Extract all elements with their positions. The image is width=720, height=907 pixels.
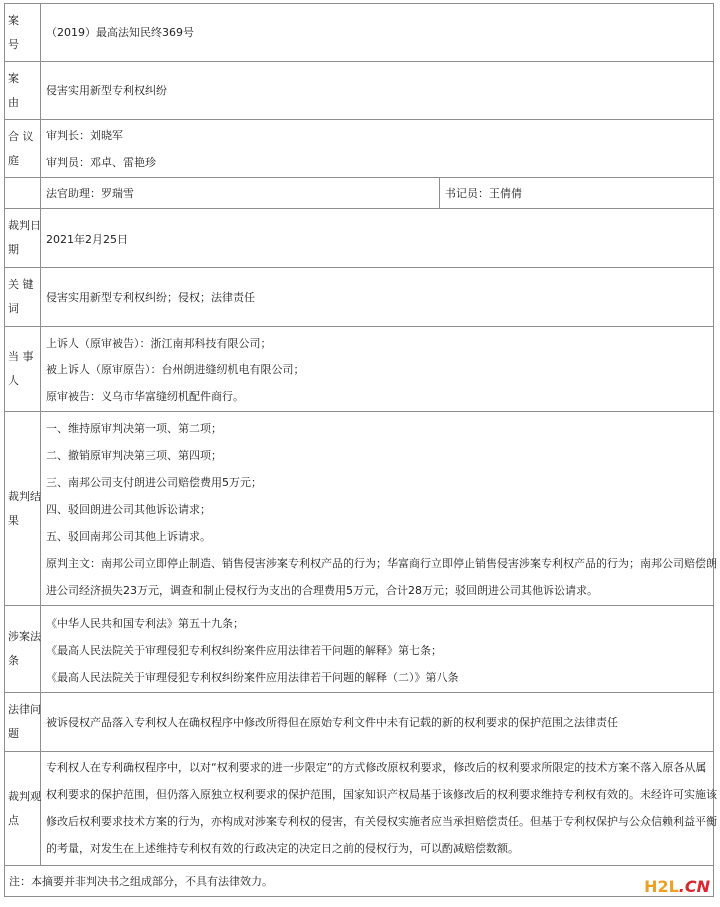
parties-row: [4, 326, 714, 412]
result-label: 裁判结 果: [8, 489, 41, 527]
result-item-5: 五、驳回南邦公司其他上诉请求。: [46, 530, 211, 543]
laws-label: 涉案法 条: [8, 630, 41, 667]
issue-label: 法律问 题: [8, 703, 41, 740]
panel-chief-judge: 审判长：刘晓军: [46, 129, 123, 142]
judge-assistant: 法官助理：罗瑞雪: [46, 187, 134, 200]
opinion-line-2: 权利要求的保护范围，但仍落入原独立权利要求的保护范围，国家知识产权局基于该修改后的权利要求维持专利权有效的。未经许可实施该: [46, 788, 717, 801]
cause-value: 侵害实用新型专利权纠纷: [46, 84, 167, 97]
disclaimer-note: 注：本摘要并非判决书之组成部分，不具有法律效力。: [9, 875, 273, 888]
watermark-part-h2l: H2L: [644, 877, 679, 896]
party-appellant: 上诉人（原审被告）：浙江南邦科技有限公司；: [46, 337, 272, 350]
original-judgment-summary-line-2: 进公司经济损失23万元，调查和制止侵权行为支出的合理费用5万元，合计28万元；驳回朗进公司其他诉讼请求。: [46, 584, 598, 597]
result-item-4: 四、驳回朗进公司其他诉讼请求；: [46, 503, 211, 516]
party-original-defendant: 原审被告：义乌市华富缝纫机配件商行。: [46, 390, 244, 403]
original-judgment-summary-line-1: 原判主文：南邦公司立即停止制造、销售侵害涉案专利权产品的行为；华富商行立即停止销售侵害涉案专利权产品的行为；南邦公司赔偿朗: [46, 557, 717, 570]
column-divider: [439, 178, 440, 208]
result-item-1: 一、维持原审判决第一项、第二项；: [46, 422, 222, 435]
cause-label: 案 由: [8, 71, 19, 109]
date-row: [4, 208, 714, 268]
panel-row: [4, 119, 714, 178]
laws-row: [4, 605, 714, 693]
opinion-label: 裁判观 点: [8, 789, 41, 827]
keywords-label: 关 键 词: [8, 278, 34, 315]
cause-row: [4, 61, 714, 120]
opinion-line-1: 专利权人在专利确权程序中，以对“权利要求的进一步限定”的方式修改原权利要求，修改后的权利要求所限定的技术方案不落入原各从属: [46, 761, 707, 774]
case-number-label: 案 号: [8, 13, 19, 51]
law-1: 《中华人民共和国专利法》第五十九条；: [46, 617, 244, 630]
opinion-line-4: 的考量，对发生在上述维持专利权有效的行政决定的决定日之前的侵权行为，可以酌减赔偿数额。: [46, 842, 519, 855]
parties-label: 当 事 人: [8, 350, 34, 387]
result-item-3: 三、南邦公司支付朗进公司赔偿费用5万元；: [46, 476, 262, 489]
result-row: [4, 411, 717, 606]
case-number-row: [4, 3, 714, 62]
date-value: 2021年2月25日: [46, 233, 128, 246]
note-row: [4, 865, 714, 897]
law-2: 《最高人民法院关于审理侵犯专利权纠纷案件应用法律若干问题的解释》第七条；: [46, 644, 442, 657]
watermark-part-cn: .CN: [678, 877, 710, 896]
date-label: 裁判日 期: [8, 219, 41, 256]
assistants-row: [4, 177, 714, 209]
site-watermark-logo: [644, 877, 710, 897]
keywords-row: [4, 267, 714, 327]
assistants-empty-label: [5, 178, 41, 208]
party-appellee: 被上诉人（原审原告）：台州朗进缝纫机电有限公司；: [46, 363, 305, 376]
issue-value: 被诉侵权产品落入专利权人在确权程序中修改所得但在原始专利文件中未有记载的新的权利要求的保护范围之法律责任: [46, 716, 618, 729]
issue-row: [4, 692, 714, 752]
result-item-2: 二、撤销原审判决第三项、第四项；: [46, 449, 222, 462]
panel-judges: 审判员：邓卓、雷艳珍: [46, 156, 156, 169]
opinion-line-3: 修改后权利要求技术方案的行为，亦构成对涉案专利权的侵害，有关侵权实施者应当承担赔偿责任。但基于专利权保护与公众信赖利益平衡: [46, 815, 717, 828]
clerk: 书记员：王倩倩: [445, 187, 522, 200]
opinion-row: [4, 751, 717, 866]
keywords-value: 侵害实用新型专利权纠纷；侵权；法律责任: [46, 291, 255, 304]
panel-label: 合 议 庭: [8, 129, 34, 167]
case-number-value: （2019）最高法知民终369号: [46, 26, 194, 39]
case-number-label-cell: [5, 4, 41, 61]
law-3: 《最高人民法院关于审理侵犯专利权纠纷案件应用法律若干问题的解释（二）》第八条: [46, 671, 459, 684]
